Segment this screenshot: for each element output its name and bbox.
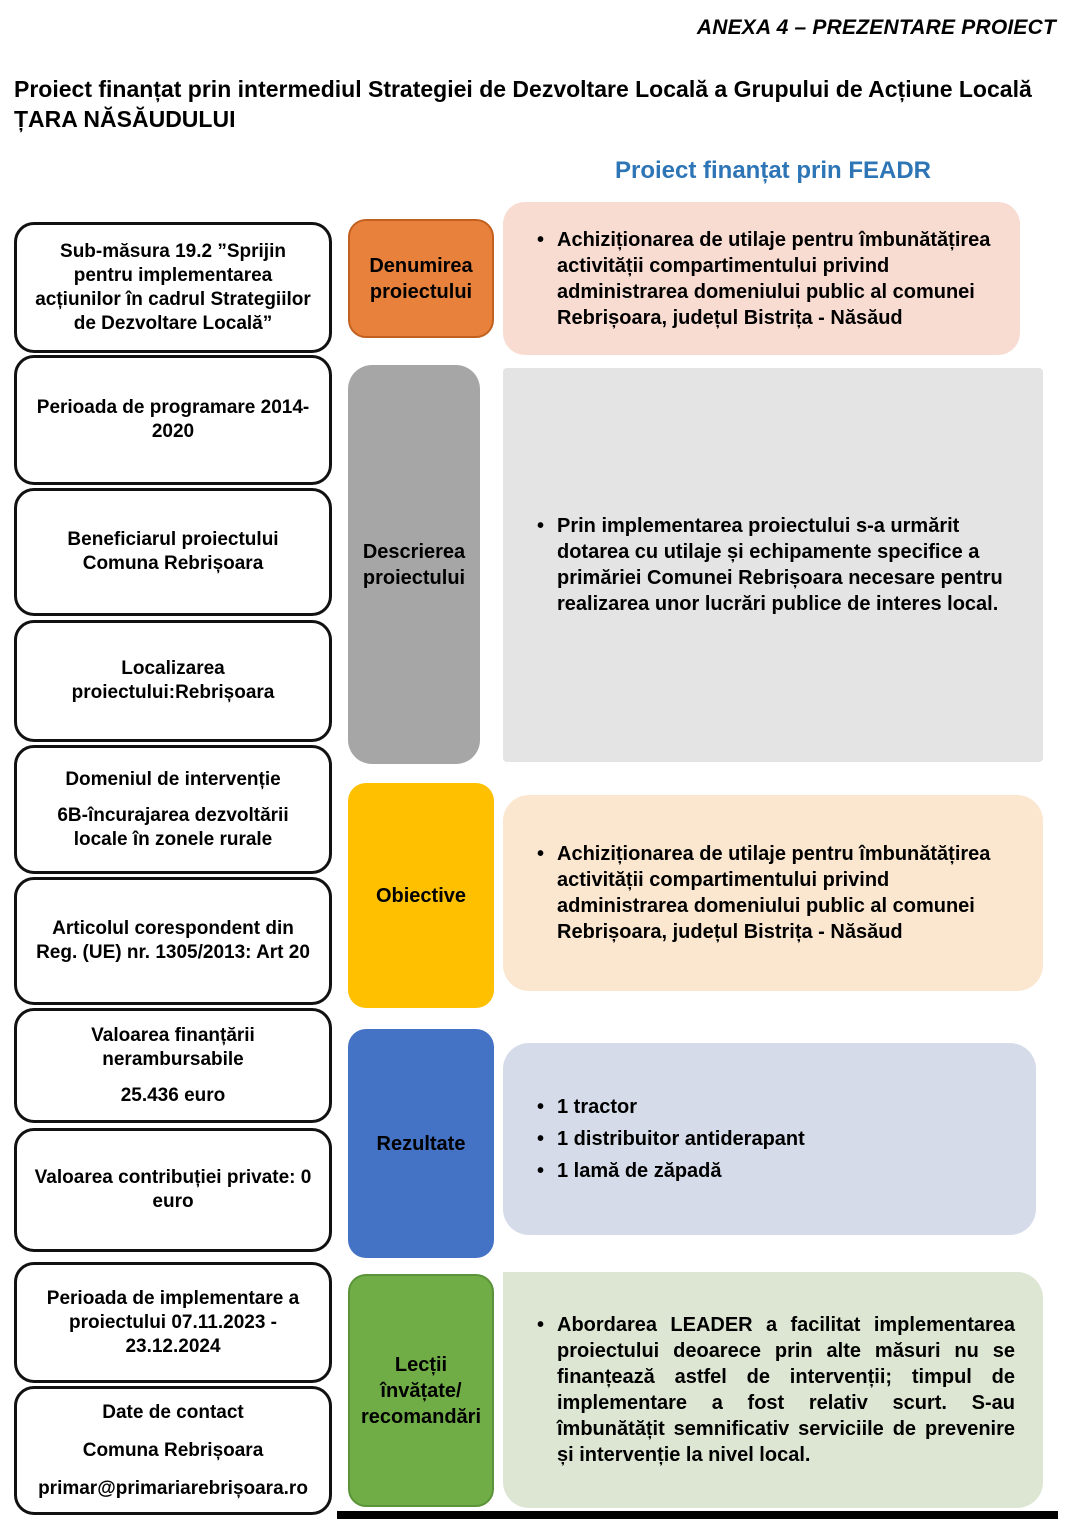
info-box-text: Date de contact <box>102 1401 244 1423</box>
subtitle-feadr: Proiect finanțat prin FEADR <box>614 157 932 184</box>
annex-label: ANEXA 4 – PREZENTARE PROIECT <box>696 16 1056 39</box>
list-item <box>537 227 992 331</box>
info-box-articol-regulament <box>14 877 332 1005</box>
info-box-text: Beneficiarul proiectului Comuna Rebrișoara <box>67 529 279 574</box>
content-text: 1 distribuitor antiderapant <box>557 1128 805 1150</box>
content-text: Achiziționarea de utilaje pentru îmbunătățirea activității compartimentului privind administrarea domeniului public al comunei Rebrișoara, județul Bistrița - Năsăud <box>557 228 991 329</box>
content-text: Prin implementarea proiectului s-a urmărit dotarea cu utilaje și echipamente specifice a primăriei Comunei Rebrișoara necesare pentru realizarea unor lucrări publice de interes local. <box>557 515 1003 615</box>
info-box-contributie-privata <box>14 1128 332 1252</box>
list-item <box>537 1158 1008 1184</box>
info-box-text: Valoarea contribuției private: 0 euro <box>34 1167 312 1212</box>
info-box-text: Domeniul de intervenție <box>65 768 281 790</box>
bullet-icon: • <box>537 228 545 251</box>
list-item <box>537 513 1015 617</box>
info-box-perioada-programare <box>14 355 332 485</box>
info-box-perioada-implementare <box>14 1262 332 1383</box>
bullet-icon: • <box>537 515 545 537</box>
info-box-text: Sub-măsura 19.2 ”Sprijin pentru implementarea acțiunilor în cadrul Strategiilor de Dezvoltare Locală” <box>35 240 311 334</box>
info-box-text: Perioada de programare 2014-2020 <box>36 397 310 442</box>
label-box-rezultate: Rezultate <box>348 1029 494 1258</box>
list-item <box>537 1094 1008 1120</box>
info-box-date-contact <box>14 1386 332 1515</box>
list-item <box>537 841 1015 945</box>
list-item <box>537 1312 1015 1468</box>
content-text: 1 tractor <box>557 1096 638 1118</box>
contact-email: primar@primariarebrișoara.ro <box>38 1477 308 1499</box>
content-box-obiective <box>503 795 1043 991</box>
label-box-denumirea: Denumirea proiectului <box>348 219 494 338</box>
info-box-domeniu-interventie <box>14 745 332 874</box>
content-box-descrierea <box>503 368 1043 762</box>
content-box-denumirea <box>503 202 1020 355</box>
content-box-rezultate <box>503 1043 1036 1235</box>
info-box-beneficiar <box>14 488 332 616</box>
info-box-submasura <box>14 222 332 353</box>
label-box-obiective: Obiective <box>348 783 494 1008</box>
info-box-text: Localizarea proiectului:Rebrișoara <box>71 658 275 703</box>
bottom-rule <box>337 1511 1058 1519</box>
label-box-lectii: Lecții învățate/ recomandări <box>348 1274 494 1507</box>
info-box-text: 25.436 euro <box>120 1084 226 1106</box>
content-text: Abordarea LEADER a facilitat implementarea proiectului deoarece prin alte măsuri nu se finanțează astfel de intervenții; timpul de implementare a fost relativ scurt. S-au îmbunătățit semnificativ serviciile de prevenire și intervenție la nivel local. <box>557 1314 1015 1466</box>
info-box-text: 6B-încurajarea dezvoltării locale în zonele rurale <box>57 804 289 850</box>
bullet-icon: • <box>537 1128 545 1150</box>
info-box-text: Perioada de implementare a proiectului 07.11.2023 - 23.12.2024 <box>46 1287 300 1357</box>
page-title: Proiect finanțat prin intermediul Strategiei de Dezvoltare Locală a Grupului de Acțiune Locală ȚARA NĂSĂUDULUI <box>14 76 1032 132</box>
content-text: Achiziționarea de utilaje pentru îmbunătățirea activității compartimentului privind administrarea domeniului public al comunei Rebrișoara, județul Bistrița - Năsăud <box>557 843 991 943</box>
bullet-icon: • <box>537 843 545 865</box>
content-box-lectii <box>503 1272 1043 1508</box>
content-text: 1 lamă de zăpadă <box>557 1160 722 1182</box>
bullet-icon: • <box>537 1160 545 1182</box>
info-box-localizare <box>14 620 332 742</box>
info-box-text: Comuna Rebrișoara <box>82 1439 264 1461</box>
bullet-icon: • <box>537 1096 545 1118</box>
info-box-text: Articolul corespondent din Reg. (UE) nr. 1305/2013: Art 20 <box>36 918 310 963</box>
bullet-icon: • <box>537 1314 545 1336</box>
info-box-valoare-finantare <box>14 1008 332 1123</box>
label-box-descrierea: Descrierea proiectului <box>348 365 480 764</box>
list-item <box>537 1126 1008 1152</box>
info-box-text: Valoarea finanțării nerambursabile <box>91 1024 255 1070</box>
